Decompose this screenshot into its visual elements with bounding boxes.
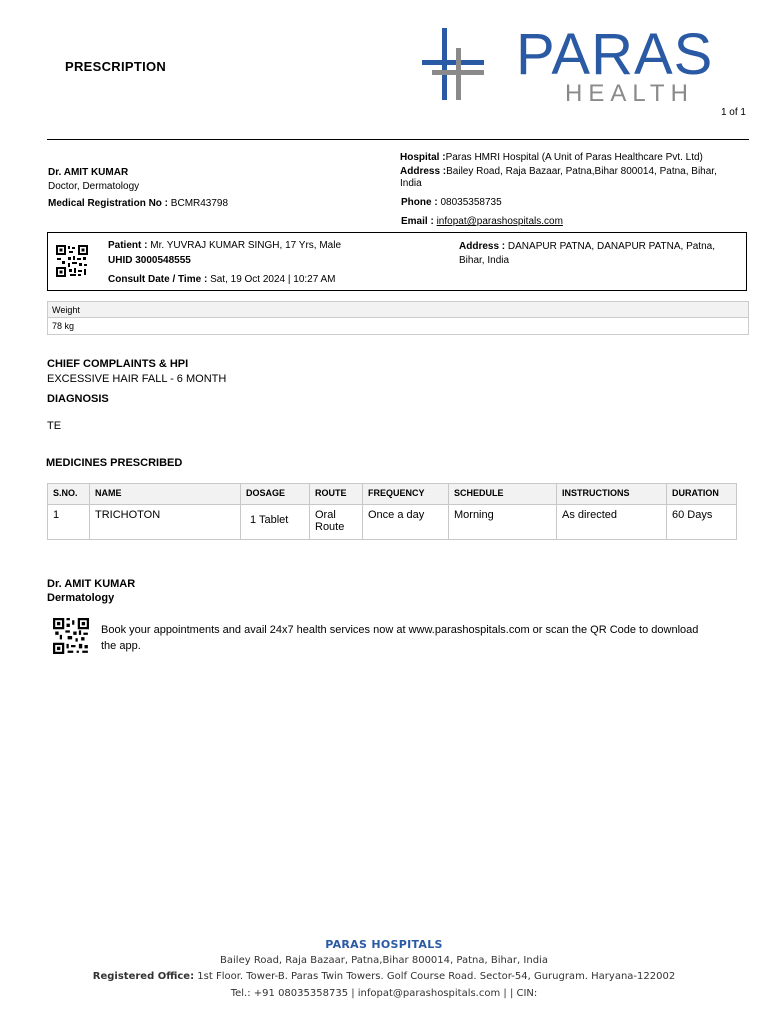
cell-route: Oral Route [310, 505, 363, 540]
patient-address-label: Address : [459, 241, 506, 252]
column-header-route: ROUTE [310, 484, 363, 505]
phone-value: 08035358735 [440, 197, 502, 208]
patient-address-value-1: DANAPUR PATNA, DANAPUR PATNA, Patna, [507, 241, 715, 252]
patient-details-box [47, 232, 747, 291]
signature-doctor-name: Dr. AMIT KUMAR [47, 578, 136, 590]
column-header-name: NAME [90, 484, 241, 505]
registration-value: BCMR43798 [170, 198, 229, 209]
diagnosis-title: DIAGNOSIS [47, 393, 109, 405]
patient-label: Patient : [108, 240, 148, 251]
doctor-name: Dr. AMIT KUMAR [48, 167, 129, 178]
paras-cross-icon [422, 28, 484, 100]
cell-frequency: Once a day [363, 505, 449, 540]
header-divider [47, 139, 749, 140]
consult-value: Sat, 19 Oct 2024 | 10:27 AM [210, 274, 336, 285]
phone-label: Phone : [401, 197, 438, 208]
logo-word-health: HEALTH [565, 80, 694, 106]
page-indicator: 1 of 1 [720, 107, 746, 118]
cell-schedule: Morning [449, 505, 557, 540]
complaints-title: CHIEF COMPLAINTS & HPI [47, 358, 189, 370]
cell-name: TRICHOTON [90, 505, 241, 540]
hospital-phone [401, 197, 502, 208]
patient-uhid: UHID 3000548555 [108, 255, 191, 266]
signature-department: Dermatology [47, 592, 115, 604]
cell-dosage: 1 Tablet [241, 505, 310, 540]
vitals-header-weight: Weight [48, 302, 748, 318]
paras-health-logo [420, 22, 745, 106]
hospital-address-value-2: India [400, 178, 422, 189]
column-header-schedule: SCHEDULE [449, 484, 557, 505]
svg-text:HEALTH [565, 80, 694, 106]
app-promo-line-2: the app. [101, 640, 141, 652]
patient-address-value-2: Bihar, India [459, 255, 510, 266]
footer-title: PARAS HOSPITALS [325, 938, 443, 951]
footer-contact: Tel.: +91 08035358735 | infopat@parashospitals.com | | CIN: [230, 988, 538, 999]
registration-label: Medical Registration No : [48, 198, 169, 209]
consult-label: Consult Date / Time : [108, 274, 208, 285]
hospital-address-label: Address : [400, 166, 447, 177]
registered-office-label: Registered Office: [92, 971, 195, 982]
logo-word-paras: PARAS [516, 22, 714, 87]
hospital-address [400, 166, 745, 190]
cell-instructions: As directed [557, 505, 667, 540]
vitals-table [47, 301, 749, 335]
diagnosis-text: TE [47, 420, 62, 432]
column-header-duration: DURATION [667, 484, 737, 505]
table-row [48, 505, 737, 540]
email-label: Email : [401, 216, 434, 227]
consult-datetime-line [108, 274, 336, 285]
hospital-email [401, 216, 563, 227]
document-title: PRESCRIPTION [65, 59, 167, 74]
registered-office-value: 1st Floor. Tower-B. Paras Twin Towers. Golf Course Road. Sector-54, Gurugram. Haryana-122002 [197, 971, 676, 982]
patient-address [459, 240, 744, 268]
medicines-table [47, 483, 737, 540]
hospital-address-value-1: Bailey Road, Raja Bazaar, Patna,Bihar 800014, Patna, Bihar, [446, 166, 717, 177]
column-header-dosage: DOSAGE [241, 484, 310, 505]
cell-sno: 1 [48, 505, 90, 540]
cell-duration: 60 Days [667, 505, 737, 540]
app-promo-text [101, 622, 751, 654]
svg-text:PARAS [516, 22, 713, 87]
column-header-instructions: INSTRUCTIONS [557, 484, 667, 505]
patient-qr-code-icon [56, 245, 88, 277]
app-promo-line-1: Book your appointments and avail 24x7 health services now at www.parashospitals.com or scan the QR Code to download [101, 624, 699, 636]
doctor-role: Doctor, Dermatology [48, 181, 140, 192]
patient-name-line [108, 240, 341, 251]
vitals-value-weight: 78 kg [52, 321, 75, 331]
column-header-sno: S.NO. [48, 484, 90, 505]
complaints-text: EXCESSIVE HAIR FALL - 6 MONTH [47, 373, 227, 385]
medicines-title: MEDICINES PRESCRIBED [46, 457, 183, 469]
app-download-qr-code-icon[interactable] [53, 618, 89, 654]
doctor-registration [48, 198, 228, 209]
email-link[interactable]: infopat@parashospitals.com [436, 216, 563, 227]
patient-value: Mr. YUVRAJ KUMAR SINGH, 17 Yrs, Male [150, 240, 342, 251]
hospital-label: Hospital : [400, 152, 446, 163]
footer-registered-office [0, 971, 768, 982]
medicines-header-row [48, 484, 737, 505]
hospital-value: Paras HMRI Hospital (A Unit of Paras Healthcare Pvt. Ltd) [445, 152, 703, 163]
column-header-frequency: FREQUENCY [363, 484, 449, 505]
footer-address: Bailey Road, Raja Bazaar, Patna,Bihar 800014, Patna, Bihar, India [220, 955, 548, 966]
hospital-line [400, 152, 703, 163]
